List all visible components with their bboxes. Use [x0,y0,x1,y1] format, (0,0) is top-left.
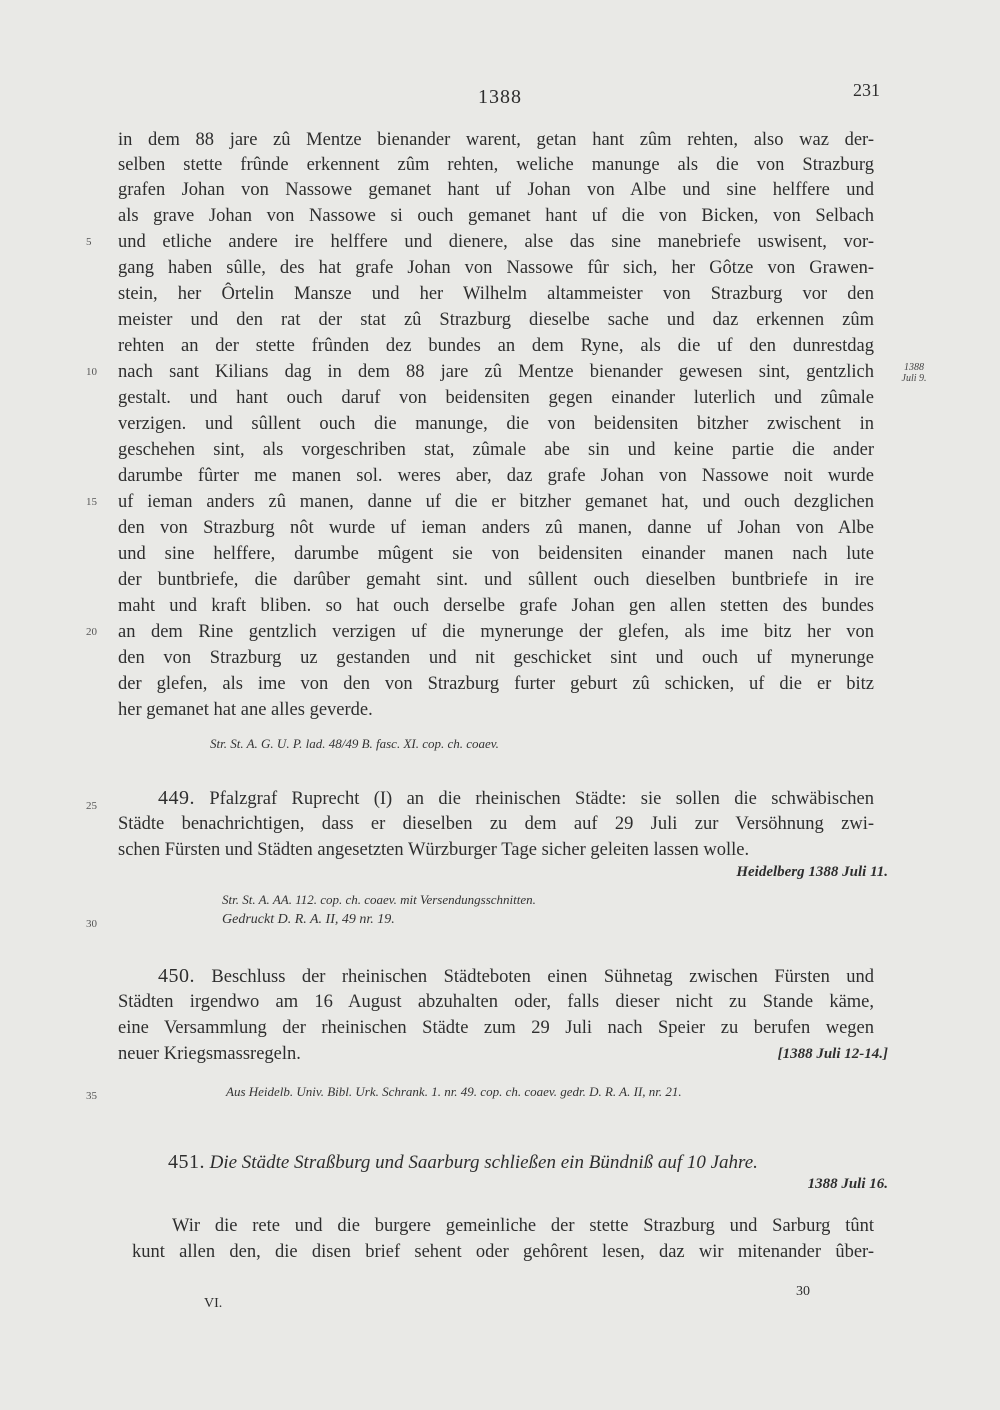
page-number: 231 [853,80,880,100]
entry-451-text: Wir die rete und die burgere gemeinliche der stette Strazburg und Sarburg tûnt [172,1216,874,1236]
source-note: Str. St. A. G. U. P. lad. 48/49 B. fasc. XI. cop. ch. coaev. [210,736,499,751]
entry-451-title: Die Städte Straßburg und Saarburg schließen ein Bündniß auf 10 Jahre. [209,1152,758,1173]
body-line: und sine helffere, darumbe mûgent sie von beidensiten einander manen nach lute [118,544,874,564]
entry-451-line [136,1214,874,1238]
body-line: gang haben sûlle, des hat grafe Johan von Nassowe fûr sich, her Gôtze von Grawen- [118,258,874,278]
entry-449-line: schen Fürsten und Städten angesetzten Würzburger Tage sicher geleiten lassen wolle. [118,840,750,860]
body-line: der buntbriefe, die darûber gemaht sint. und sûllent ouch dieselben buntbriefe in ire [118,570,874,590]
margin-note-year: 1388 [904,362,924,373]
line-number: 5 [86,236,92,248]
entry-449-line [118,786,874,811]
entry-450-line: Städten irgendwo am 16 August abzuhalten oder, falls dieser nicht zu Stande käme, [118,992,874,1012]
body-line: als grave Johan von Nassowe si ouch gemanet hant uf die von Bicken, von Selbach [118,206,874,226]
entry-450-line: neuer Kriegsmassregeln. [118,1044,301,1064]
body-line: maht und kraft bliben. so hat ouch derselbe grafe Johan gen allen stetten des bundes [118,596,874,616]
entry-451-line: kunt allen den, die disen brief sehent oder gehôrent lesen, daz wir mitenander ûber- [132,1242,874,1262]
line-number: 25 [86,800,97,812]
entry-450-source: Aus Heidelb. Univ. Bibl. Urk. Schrank. 1. nr. 49. cop. ch. coaev. gedr. D. R. A. II, nr. 21. [226,1084,682,1099]
line-number: 10 [86,366,97,378]
body-line: den von Strazburg nôt wurde uf ieman anders zû manen, danne uf Johan von Albe [118,518,874,538]
body-line: grafen Johan von Nassowe gemanet hant uf Johan von Albe und sine helffere und [118,180,874,200]
body-line: den von Strazburg uz gestanden und nit geschicket sint und ouch uf mynerunge [118,648,874,668]
body-line: der glefen, als ime von den von Strazburg furter geburt zû schicken, uf die er bitz [118,674,874,694]
body-line: stein, her Ôrtelin Mansze und her Wilhelm altammeister von Strazburg vor den [118,284,874,304]
line-number: 30 [86,918,97,930]
body-line: darumbe fûrter me manen sol. weres aber, daz grafe Johan von Nassowe noit wurde [118,466,874,486]
entry-450-line [118,964,874,989]
entry-number: 450. [158,965,195,987]
line-number: 20 [86,626,97,638]
body-line: gestalt. und hant ouch daruf von beidensiten gegen einander luterlich und zûmale [118,388,874,408]
body-line: rehten an der stette frûnden dez bundes an dem Ryne, als die uf den dunrestdag [118,336,874,356]
entry-450-date: [1388 Juli 12-14.] [777,1046,888,1062]
body-line: an dem Rine gentzlich verzigen uf die mynerunge der glefen, als ime bitz her von [118,622,874,642]
footer-number: 30 [796,1284,810,1299]
entry-449-line: Städte benachrichtigen, dass er dieselben zu dem auf 29 Juli zur Versöhnung zwi- [118,814,874,834]
body-line: verzigen. und sûllent ouch die manunge, die von beidensiten bitzher zwischent in [118,414,874,434]
signature-mark: VI. [204,1296,223,1311]
entry-449-print: Gedruckt D. R. A. II, 49 nr. 19. [222,912,395,927]
line-number: 35 [86,1090,97,1102]
entry-451-heading [118,1150,874,1175]
body-line: nach sant Kilians dag in dem 88 jare zû Mentze bienander gewesen sint, gentzlich [118,362,874,382]
margin-date-note [884,362,944,384]
entry-449-source: Str. St. A. AA. 112. cop. ch. coaev. mit Versendungsschnitten. [222,892,536,907]
body-line: selben stette frûnde erkennent zûm rehten, weliche manunge als die von Strazburg [118,155,874,175]
entry-449-date: Heidelberg 1388 Juli 11. [736,864,888,880]
margin-note-date: Juli 9. [901,373,927,384]
body-line: geschehen sint, als vorgeschriben stat, zûmale abe sin und keine partie die ander [118,440,874,460]
entry-regest-text: Beschluss der rheinischen Städteboten einen Sühnetag zwischen Fürsten und [211,967,875,987]
body-line: uf ieman anders zû manen, danne uf die er bitzher gemanet hat, und ouch dezglichen [118,492,874,512]
running-head-year: 1388 [478,86,522,108]
body-line: her gemanet hat ane alles geverde. [118,700,373,720]
entry-number: 451. [168,1151,205,1173]
body-line: meister und den rat der stat zû Strazburg dieselbe sache und daz erkennen zûm [118,310,874,330]
entry-number: 449. [158,787,195,809]
line-number: 15 [86,496,97,508]
body-line: in dem 88 jare zû Mentze bienander warent, getan hant zûm rehten, also waz der- [118,130,874,150]
entry-451-date: 1388 Juli 16. [807,1176,888,1192]
body-line: und etliche andere ire helffere und dienere, alse das sine manebriefe uswisent, vor- [118,232,874,252]
entry-regest-text: Pfalzgraf Ruprecht (I) an die rheinischen Städte: sie sollen die schwäbischen [209,789,875,809]
entry-450-line: eine Versammlung der rheinischen Städte zum 29 Juli nach Speier zu berufen wegen [118,1018,874,1038]
